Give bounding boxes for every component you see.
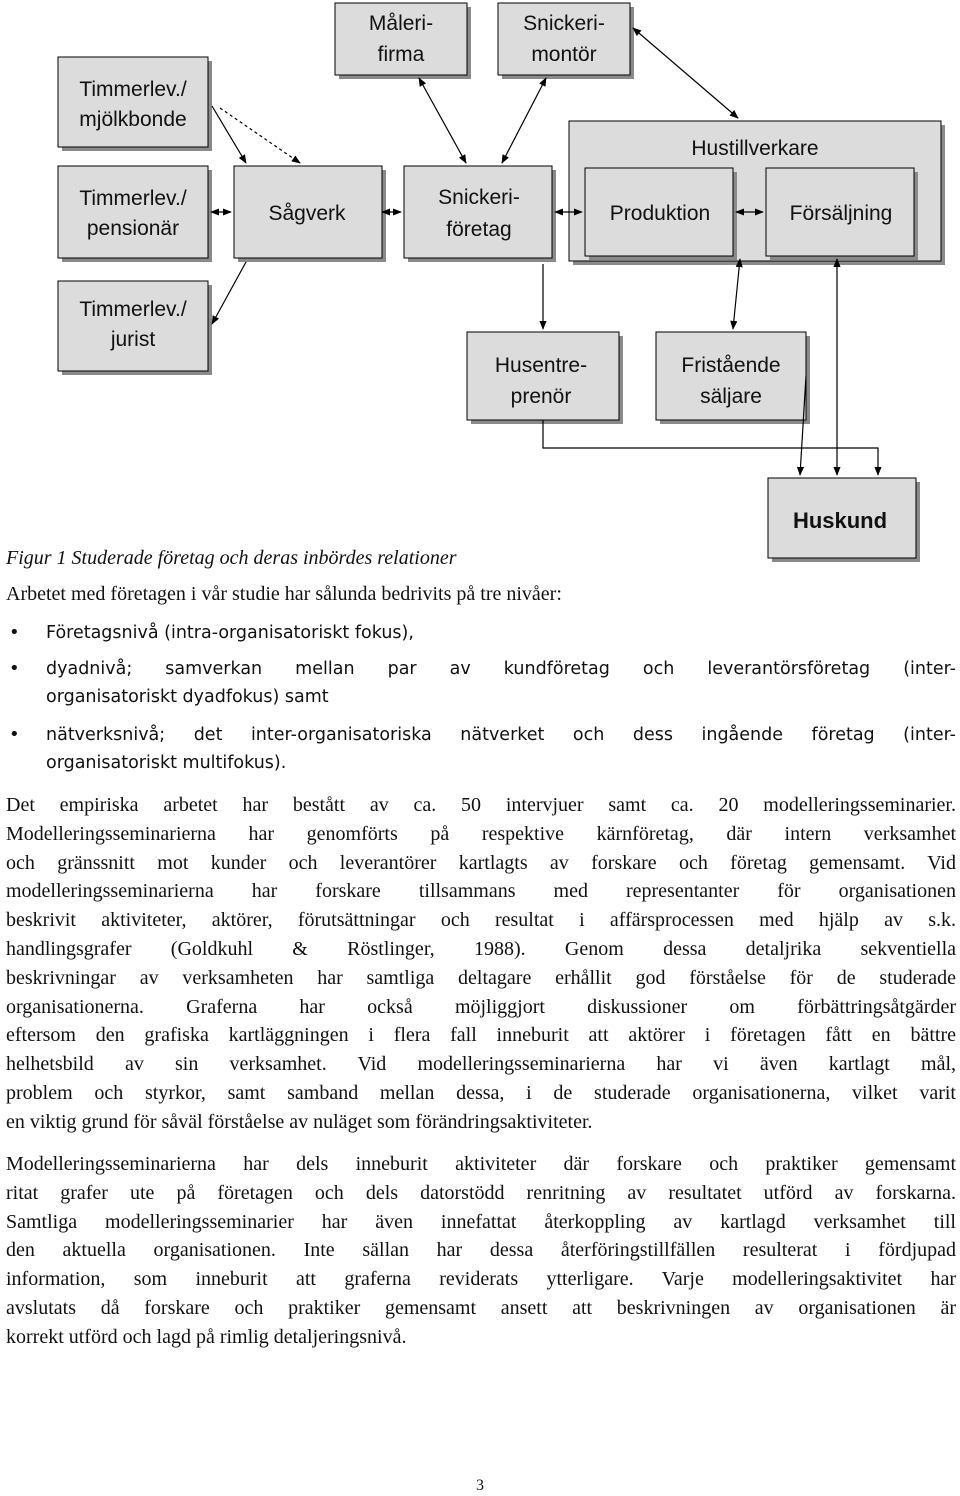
box-snickerimontor [498,3,634,79]
bullet-2-line1: dyadnivå; samverkan mellan par av kundföretag och leverantörsföretag (inter- [46,659,956,679]
box-sagverk [234,166,386,262]
timmerlev-mjolkbonde-line1: Timmerlev./ [79,78,187,101]
paragraph-line: och gränssnitt mot kunder och leverantörer kartlagts av forskare och företag gemensamt. Vid [6,851,956,874]
list-item [6,721,956,777]
paragraph-line: Samtliga modelleringsseminarier har även innefattat återkoppling av kartlagd verksamhet till [6,1210,956,1233]
hustillverkare-label: Hustillverkare [691,137,819,160]
relations-diagram [0,0,960,580]
bullet-icon: • [9,658,20,679]
paragraph-line: Det empiriska arbetet har bestått av ca. 50 intervjuer samt ca. 20 modelleringsseminarier. [6,794,956,816]
box-fristaende-saljare [656,332,810,424]
produktion-label: Produktion [609,202,711,225]
paragraph-line: avslutats då forskare och praktiker gemensamt ansett att beskrivningen av organisationen är [6,1296,956,1319]
malerifirma-line1: Måleri- [368,12,434,35]
paragraph-line: problem och styrkor, samt samband mellan dessa, i de studerade organisationerna, vilket varit [6,1081,956,1104]
bullet-3-line2: organisatoriskt multifokus). [46,753,287,773]
paragraph-line: helhetsbild av sin verksamhet. Vid modelleringsseminarierna har vi även kartlagt mål, [6,1053,956,1076]
malerifirma-line2: firma [377,43,425,66]
fristaende-saljare-line2: säljare [700,385,762,408]
snickerimontor-line1: Snickeri- [523,12,605,35]
snickerimontor-line2: montör [531,43,597,66]
box-produktion [585,168,737,260]
paragraph-line: eftersom den grafiska kartläggningen i flera fall inneburit att aktörer i företagen fått en bättre [6,1024,956,1047]
timmerlev-pensionar-line2: pensionär [86,217,180,240]
fristaende-saljare-line1: Fristående [681,354,781,377]
sagverk-label: Sågverk [268,202,346,225]
timmerlev-jurist-line2: jurist [110,328,156,351]
levels-list [6,619,956,777]
arrow-malerifirma-snickeriforetag [419,78,466,163]
box-malerifirma [335,3,471,79]
arrow-snickerimontor-snickeriforetag [502,78,546,163]
arrow-sagverk-malerifirma [220,108,300,163]
list-item [6,655,956,711]
box-timmerlev-pensionar [58,166,212,262]
paragraph-line: handlingsgrafer (Goldkuhl & Röstlinger, 1988). Genom dessa detaljrika sekventiella [6,937,956,960]
arrow-mjolkbonde-sagverk [212,106,246,163]
body-paragraph-2 [6,1150,956,1352]
paragraph-line: korrekt utförd och lagd på rimlig detaljeringsnivå. [6,1325,407,1348]
paragraph-line: en viktig grund för såväl förståelse av nuläget som förändringsaktiviteter. [6,1110,593,1133]
paragraph-line: ritat grafer ute på företagen och dels datorstödd renritning av resultatet utförd av forskarna. [6,1181,956,1204]
forsaljning-label: Försäljning [789,202,893,225]
bullet-icon: • [9,622,20,643]
bullet-1-text: Företagsnivå (intra-organisatoriskt fokus), [46,623,414,643]
snickeriforetag-line2: företag [446,218,512,241]
paragraph-line: modelleringsseminarierna har forskare tillsammans med representanter för organisationen [6,880,956,903]
box-timmerlev-mjolkbonde [58,57,212,151]
bullet-icon: • [9,724,20,745]
arrow-jurist-sagverk [212,262,246,324]
bullet-3-line1: nätverksnivå; det inter-organisatoriska nätverket och dess ingående företag (inter- [46,725,956,745]
paragraph-line: den aktuella organisationen. Inte sällan har dessa återföringstillfällen resulterat i fördjupad [6,1239,956,1262]
arrow-snickerimontor-hustillverkare [633,28,738,118]
paragraph-line: organisationerna. Graferna har också möjliggjort diskussioner om förbättringsåtgärder [6,995,956,1018]
husentreprenor-line2: prenör [510,385,572,408]
box-snickeriforetag [404,166,556,262]
figure-caption: Figur 1 Studerade företag och deras inbördes relationer [6,547,457,569]
body-paragraph-1 [6,791,956,1137]
timmerlev-jurist-line1: Timmerlev./ [79,298,187,321]
paragraph-line: information, som inneburit att graferna reviderats ytterligare. Varje modelleringsaktivitet har [6,1268,956,1291]
paragraph-line: Modelleringsseminarierna har genomförts på respektive kärnföretag, där intern verksamhet [6,822,956,845]
box-husentreprenor [467,332,623,424]
list-item [6,619,956,647]
paragraph-line: beskrivit aktiviteter, aktörer, förutsättningar och resultat i affärsprocessen med hjälp av s.k. [6,909,956,932]
box-forsaljning [766,168,918,260]
timmerlev-mjolkbonde-line2: mjölkbonde [79,108,187,131]
arrow-forsaljning-fristaende [733,259,740,329]
snickeriforetag-line1: Snickeri- [438,186,520,209]
box-huskund [768,478,920,562]
bullet-2-line2: organisatoriskt dyadfokus) samt [46,687,329,707]
husentreprenor-line1: Husentre- [494,354,588,377]
arrow-husentreprenor-huskund [543,420,878,475]
page-number: 3 [476,1477,484,1494]
paragraph-line: Modelleringsseminarierna har dels inneburit aktiviteter där forskare och praktiker gemensamt [6,1153,956,1175]
paragraph-line: beskrivningar av verksamheten har samtliga deltagare erhållit god förståelse för de studerade [6,966,956,989]
timmerlev-pensionar-line1: Timmerlev./ [79,187,187,210]
huskund-label: Huskund [792,508,888,533]
intro-sentence: Arbetet med företagen i vår studie har sålunda bedrivits på tre nivåer: [6,583,562,605]
box-timmerlev-jurist [58,281,212,375]
